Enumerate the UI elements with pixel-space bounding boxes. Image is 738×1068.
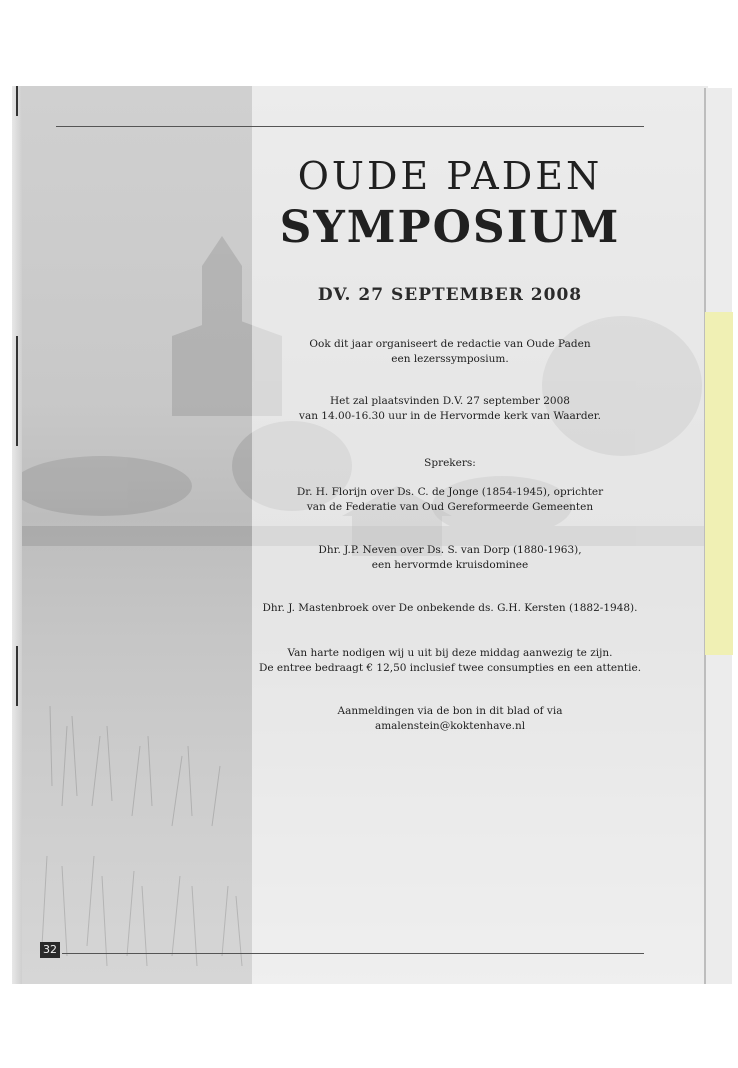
speakers-heading [245, 456, 655, 471]
invitation-line: Van harte nodigen wij u uit bij deze middag aanwezig te zijn. [287, 647, 613, 659]
location-paragraph [245, 394, 655, 424]
top-rule [56, 126, 644, 127]
spine-mark [16, 86, 18, 116]
location-line: van 14.00-16.30 uur in de Hervormde kerk van Waarder. [299, 410, 601, 422]
page-spine [12, 86, 22, 984]
speaker-3 [245, 601, 655, 616]
intro-paragraph [245, 337, 655, 367]
speaker-2 [245, 543, 655, 573]
intro-line: Ook dit jaar organiseert de redactie van Oude Paden [309, 338, 591, 350]
event-date: DV. 27 SEPTEMBER 2008 [317, 285, 583, 305]
invitation-line: De entree bedraagt € 12,50 inclusief twee consumpties en een attentie. [258, 662, 642, 674]
speaker-3-line: Dhr. J. Mastenbroek over De onbekende ds. G.H. Kersten (1882-1948). [262, 602, 638, 614]
speaker-1 [245, 485, 655, 515]
yellow-section-tab [705, 312, 733, 655]
spine-mark [16, 336, 18, 446]
speaker-2-line: een hervormde kruisdominee [371, 559, 529, 571]
spine-mark [16, 646, 18, 706]
intro-line: een lezerssymposium. [391, 353, 509, 365]
bottom-rule [62, 953, 644, 954]
registration-email: amalenstein@koktenhave.nl [374, 720, 526, 732]
speaker-2-line: Dhr. J.P. Neven over Ds. S. van Dorp (1880-1963), [318, 544, 582, 556]
speakers-heading-text: Sprekers: [424, 457, 476, 469]
title-symposium: SYMPOSIUM [279, 202, 621, 253]
page-number: 32 [40, 942, 60, 958]
location-line: Het zal plaatsvinden D.V. 27 september 2008 [330, 395, 570, 407]
title-oude-paden: OUDE PADEN [297, 154, 603, 198]
registration-paragraph [245, 704, 655, 734]
speaker-1-line: Dr. H. Florijn over Ds. C. de Jonge (1854-1945), oprichter [296, 486, 604, 498]
speaker-1-line: van de Federatie van Oud Gereformeerde Gemeenten [306, 501, 594, 513]
registration-line: Aanmeldingen via de bon in dit blad of via [337, 705, 563, 717]
invitation-paragraph [245, 646, 655, 676]
